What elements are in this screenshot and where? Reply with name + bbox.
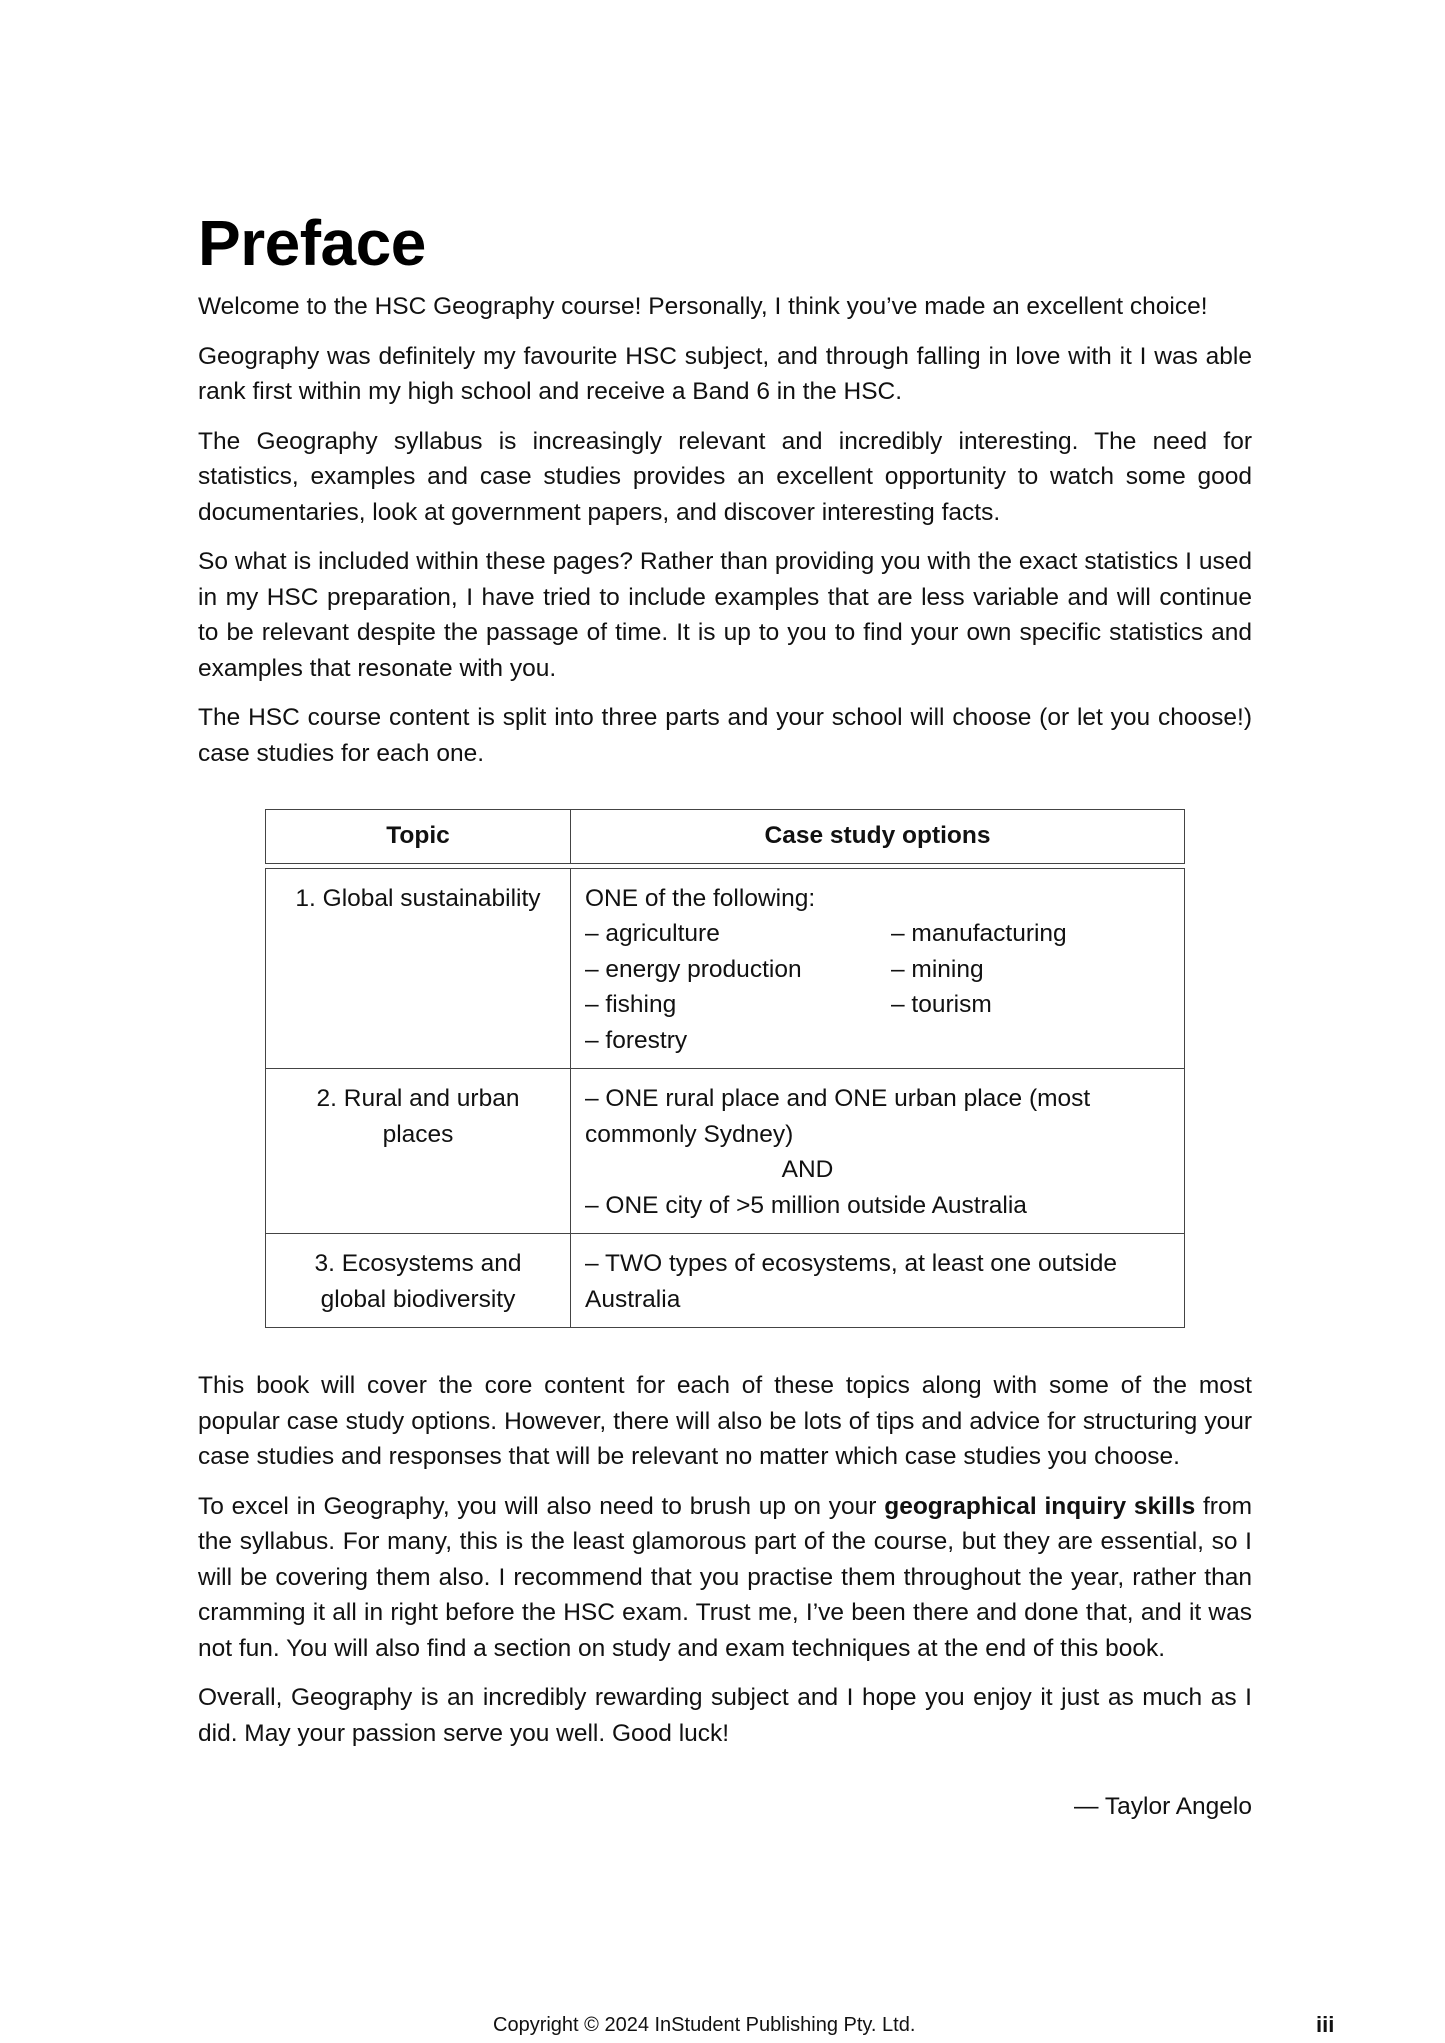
list-item: – manufacturing <box>891 920 1067 947</box>
paragraph-welcome: Welcome to the HSC Geography course! Personally, I think you’ve made an excellent choice! <box>198 293 1208 320</box>
inquiry-text-after: from the syllabus. For many, this is the least glamorous part of the course, but they are essential, so I will be covering them also. I recommend that you practise them throughout the year, rather than cramming it all in right before the HSC exam. Trust me, I’ve been there and done that, and it was not fun. You will also find a section on study and exam techniques at the end of this book. <box>198 1492 1253 1662</box>
header-topic: Topic <box>265 809 570 864</box>
topic-cell: 3. Ecosystems and global biodiversity <box>265 1233 570 1328</box>
options-intro: ONE of the following: <box>585 884 816 912</box>
copyright-notice: Copyright © 2024 InStudent Publishing Pty. Ltd. <box>493 2014 916 2036</box>
header-case-study-options: Case study options <box>570 809 1185 864</box>
table-row <box>265 1233 1185 1328</box>
table-row <box>265 868 1185 1069</box>
options-columns <box>585 916 1170 1058</box>
inquiry-skills-emphasis: geographical inquiry skills <box>884 1492 1196 1520</box>
inquiry-text-before: To excel in Geography, you will also need to brush up on your <box>198 1492 885 1520</box>
list-item: – mining <box>891 955 984 983</box>
list-item: – energy production <box>585 955 802 983</box>
options-cell <box>570 868 1185 1069</box>
author-signature: — Taylor Angelo <box>1074 1793 1252 1820</box>
option-connector: AND <box>781 1156 834 1183</box>
paragraph-book-coverage: This book will cover the core content for each of these topics along with some of the most popular case study options. However, there will also be lots of tips and advice for structuring your case studies and responses that will be relevant no matter which case studies you choose. <box>198 1372 1252 1470</box>
paragraph-syllabus: The Geography syllabus is increasingly relevant and incredibly interesting. The need for statistics, examples and case studies provides an excellent opportunity to watch some good documentaries, look at government papers, and discover interesting facts. <box>198 427 1252 526</box>
table-row <box>265 1068 1185 1233</box>
option-line: – ONE rural place and ONE urban place (most commonly Sydney) <box>585 1085 1091 1148</box>
topic-cell: 1. Global sustainability <box>265 868 570 1069</box>
option-line: – ONE city of >5 million outside Australia <box>585 1191 1027 1219</box>
case-study-table <box>265 809 1185 1328</box>
page-title: Preface <box>198 207 426 279</box>
options-column-right <box>891 916 1170 1058</box>
paragraph-favourite-subject: Geography was definitely my favourite HSC subject, and through falling in love with it I was able rank first within my high school and receive a Band 6 in the HSC. <box>198 342 1252 405</box>
page-number: iii <box>1316 2012 1335 2037</box>
page-content <box>198 205 1252 1825</box>
paragraph-included: So what is included within these pages? Rather than providing you with the exact statistics I used in my HSC preparation, I have tried to include examples that are less variable and will continue to be relevant despite the passage of time. It is up to you to find your own specific statistics and examples that resonate with you. <box>198 548 1252 682</box>
paragraph-closing: Overall, Geography is an incredibly rewarding subject and I hope you enjoy it just as much as I did. May your passion serve you well. Good luck! <box>198 1684 1252 1747</box>
list-item: – agriculture <box>585 920 720 947</box>
case-study-table-wrapper <box>265 809 1185 1328</box>
options-cell <box>570 1068 1185 1233</box>
options-cell <box>570 1233 1185 1328</box>
topic-cell: 2. Rural and urban places <box>265 1068 570 1233</box>
options-column-left <box>585 916 891 1058</box>
paragraph-inquiry-skills <box>198 1489 1252 1667</box>
option-line: – TWO types of ecosystems, at least one outside Australia <box>585 1250 1117 1313</box>
list-item: – tourism <box>891 991 992 1018</box>
list-item: – forestry <box>585 1026 688 1054</box>
list-item: – fishing <box>585 991 677 1018</box>
table-header-row <box>265 809 1185 864</box>
paragraph-course-parts: The HSC course content is split into three parts and your school will choose (or let you choose!) case studies for each one. <box>198 704 1252 767</box>
